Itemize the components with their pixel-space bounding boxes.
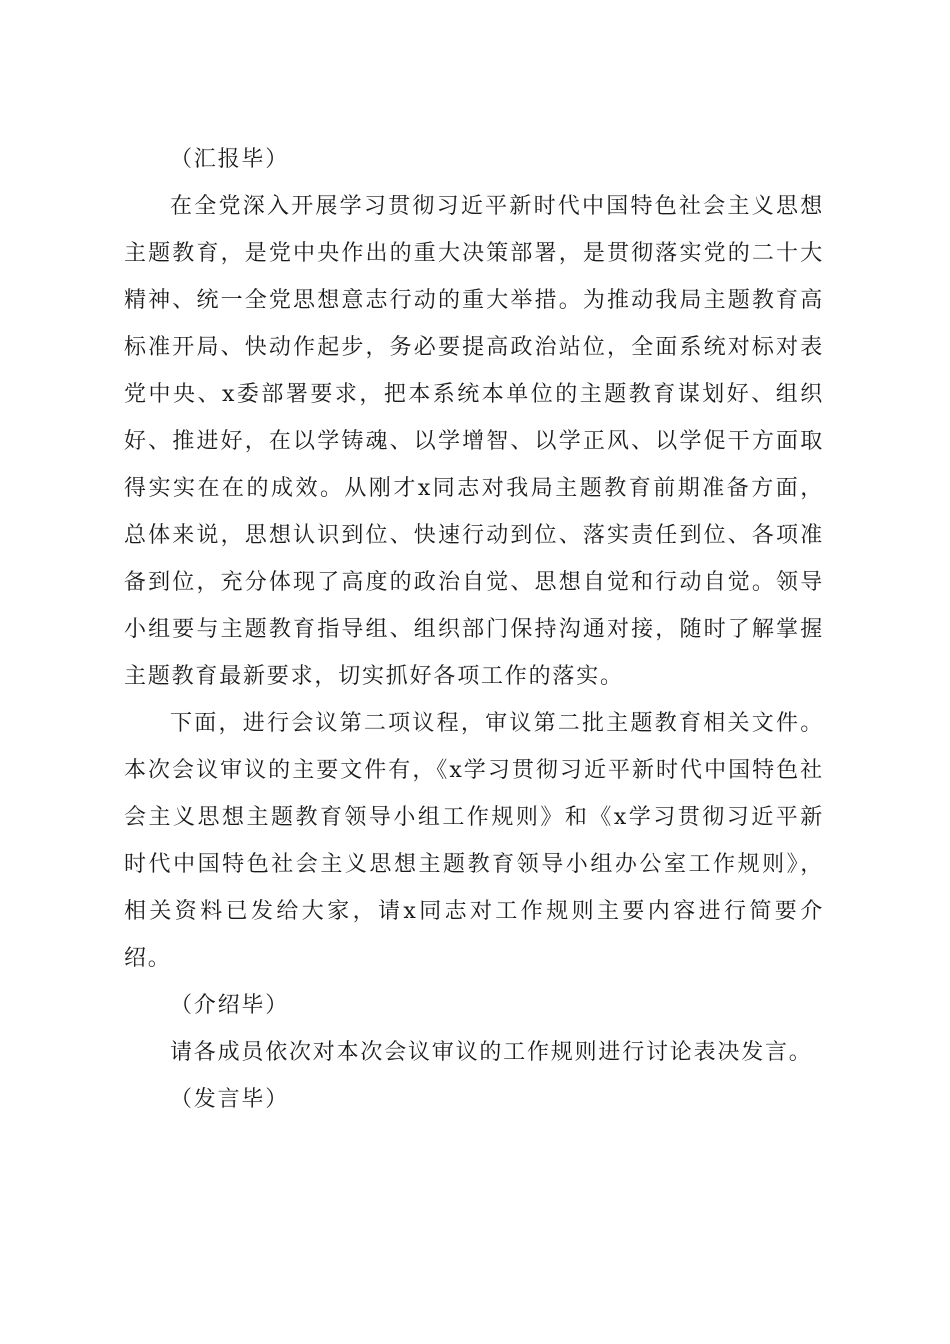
paragraph-theme-education: 在全党深入开展学习贯彻习近平新时代中国特色社会主义思想主题教育，是党中央作出的重大决策部署，是贯彻落实党的二十大精神、统一全党思想意志行动的重大举措。为推动我局主题教育高标准开局、快动作起步，务必要提高政治站位，全面系统对标对表党中央、x委部署要求，把本系统本单位的主题教育谋划好、组织好、推进好，在以学铸魂、以学增智、以学正风、以学促干方面取得实实在在的成效。从刚才x同志对我局主题教育前期准备方面，总体来说，思想认识到位、快速行动到位、落实责任到位、各项准备到位，充分体现了高度的政治自觉、思想自觉和行动自觉。领导小组要与主题教育指导组、组织部门保持沟通对接，随时了解掌握主题教育最新要求，切实抓好各项工作的落实。 [124,194,824,689]
stage-note-report-done: （汇报毕） [170,147,290,172]
stage-note-intro-done: （介绍毕） [170,993,290,1018]
paragraph-discussion-vote: 请各成员依次对本次会议审议的工作规则进行讨论表决发言。 [170,1040,813,1065]
document-body [124,136,824,1123]
paragraph-second-agenda: 下面，进行会议第二项议程，审议第二批主题教育相关文件。本次会议审议的主要文件有，《x学习贯彻习近平新时代中国特色社会主义思想主题教育领导小组工作规则》和《x学习贯彻习近平新时代中国特色社会主义思想主题教育领导小组办公室工作规则》，相关资料已发给大家，请x同志对工作规则主要内容进行简要介绍。 [124,711,824,971]
stage-note-speech-done: （发言毕） [170,1087,290,1112]
